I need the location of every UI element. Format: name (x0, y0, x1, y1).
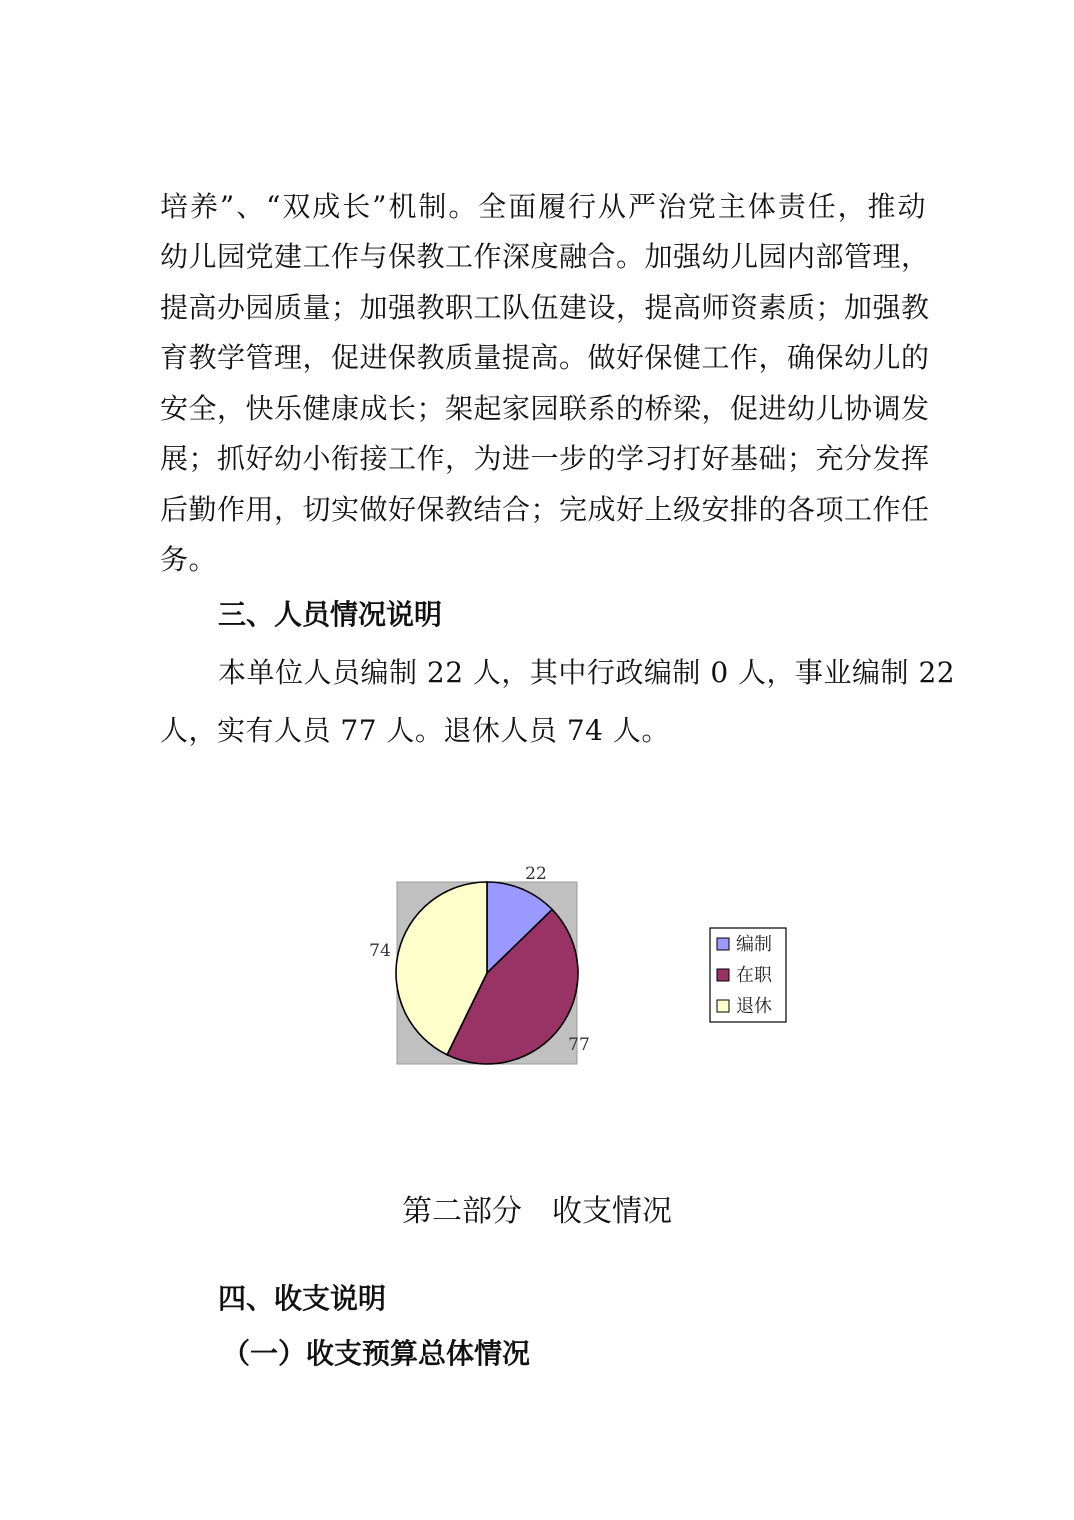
legend-label-tuixiu: 退休 (736, 996, 772, 1017)
staffing-pie-chart (340, 850, 820, 1090)
section-heading-staffing: 三、人员情况说明 (218, 598, 443, 631)
pie-slices (396, 882, 578, 1064)
paragraph-line: 本单位人员编制 22 人，其中行政编制 0 人，事业编制 22 (218, 656, 956, 689)
paragraph-line: 务。 (160, 543, 218, 576)
legend-label-bianzhi: 编制 (736, 934, 772, 955)
data-label-zaizhi: 77 (568, 1035, 590, 1055)
paragraph-line: 培养”、“双成长”机制。全面履行从严治党主体责任，推动 (160, 190, 926, 223)
legend-swatch-zaizhi (717, 969, 729, 981)
legend-label-zaizhi: 在职 (736, 965, 772, 986)
paragraph-line: 育教学管理，促进保教质量提高。做好保健工作，确保幼儿的 (160, 341, 930, 374)
paragraph-line: 安全，快乐健康成长；架起家园联系的桥梁，促进幼儿协调发 (160, 392, 930, 425)
paragraph-line: 后勤作用，切实做好保教结合；完成好上级安排的各项工作任 (160, 493, 930, 526)
subsection-heading-overall: （一）收支预算总体情况 (222, 1337, 531, 1370)
legend-swatch-bianzhi (717, 938, 729, 950)
legend-swatch-tuixiu (717, 1000, 729, 1012)
section-heading-budget: 四、收支说明 (218, 1282, 387, 1315)
data-label-tuixiu: 74 (369, 941, 391, 961)
data-label-bianzhi: 22 (525, 864, 547, 884)
paragraph-line: 展；抓好幼小衔接工作，为进一步的学习打好基础；充分发挥 (160, 442, 930, 475)
paragraph-line: 提高办园质量；加强教职工队伍建设，提高师资素质；加强教 (160, 291, 930, 324)
paragraph-line: 人，实有人员 77 人。退休人员 74 人。 (160, 714, 670, 747)
legend (710, 928, 786, 1022)
paragraph-line: 幼儿园党建工作与保教工作深度融合。加强幼儿园内部管理， (160, 240, 930, 273)
part-title: 第二部分 收支情况 (402, 1194, 672, 1229)
